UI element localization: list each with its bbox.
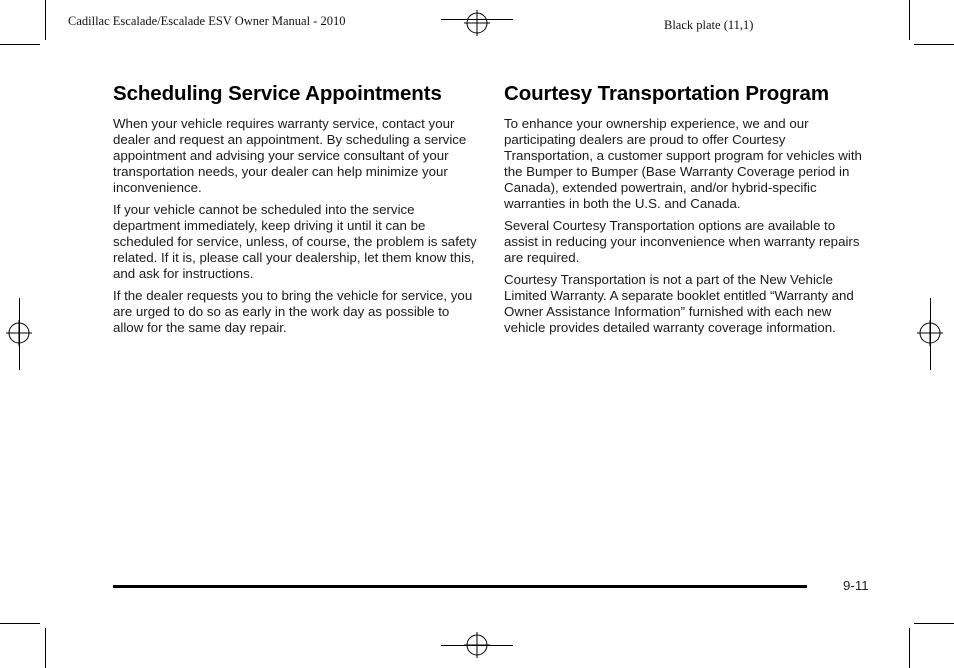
section-heading: Courtesy Transportation Program bbox=[504, 82, 829, 105]
registration-target-icon bbox=[464, 10, 490, 36]
registration-target-icon bbox=[464, 632, 490, 658]
crop-mark bbox=[45, 628, 46, 668]
manual-title: Cadillac Escalade/Escalade ESV Owner Manual - 2010 bbox=[68, 14, 346, 28]
crop-mark bbox=[0, 623, 40, 624]
registration-target-icon bbox=[917, 320, 943, 346]
paragraph: Several Courtesy Transportation options are available to assist in reducing your inconvenience when warranty repairs are required. bbox=[504, 218, 860, 265]
crop-mark bbox=[909, 628, 910, 668]
crop-mark bbox=[914, 44, 954, 45]
paragraph: When your vehicle requires warranty service, contact your dealer and request an appointment. By scheduling a service appointment and advising your service consultant of your transportation needs, your dealer can help minimize your inconvenience. bbox=[113, 116, 467, 195]
paragraph: To enhance your ownership experience, we and our participating dealers are proud to offer Courtesy Transportation, a customer support program for vehicles with the Bumper to Bumper (Base Warranty Coverage period in Canada), extended powertrain, and/or hybrid-specific warranties in both the U.S. and Canada. bbox=[504, 116, 862, 211]
section-heading: Scheduling Service Appointments bbox=[113, 82, 442, 105]
paragraph: If the dealer requests you to bring the vehicle for service, you are urged to do so as early in the work day as possible to allow for the same day repair. bbox=[113, 288, 473, 335]
crop-mark bbox=[45, 0, 46, 40]
footer-rule bbox=[113, 585, 807, 588]
crop-mark bbox=[909, 0, 910, 40]
registration-target-icon bbox=[6, 320, 32, 346]
crop-mark bbox=[0, 44, 40, 45]
paragraph: If your vehicle cannot be scheduled into the service department immediately, keep driving it until it can be scheduled for service, unless, of course, the problem is safety related. If it is, please call your dealership, let them know this, and ask for instructions. bbox=[113, 202, 477, 281]
right-column bbox=[504, 82, 870, 342]
page-number: 9-11 bbox=[843, 578, 869, 593]
plate-label: Black plate (11,1) bbox=[664, 18, 754, 32]
left-column bbox=[113, 82, 479, 342]
paragraph: Courtesy Transportation is not a part of the New Vehicle Limited Warranty. A separate booklet entitled “Warranty and Owner Assistance Information” furnished with each new vehicle provides detailed warranty coverage information. bbox=[504, 272, 854, 335]
crop-mark bbox=[914, 623, 954, 624]
